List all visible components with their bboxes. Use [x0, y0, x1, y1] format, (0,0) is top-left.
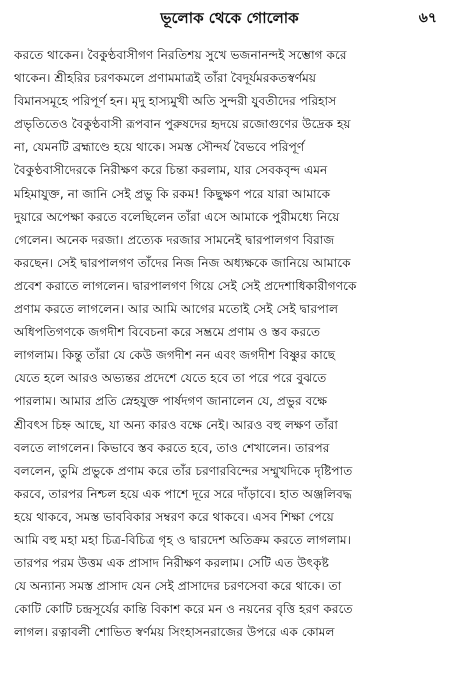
text-line: না, যেমনটি ব্রহ্মাণ্ডে হয়ে থাকে। সমস্ত সৌন্দর্য বৈভবে পরিপূর্ণ — [14, 140, 305, 155]
text-line: যেতে হলে আরও অভ্যন্তর প্রদেশে যেতে হবে তা পরে পরে বুঝতে — [14, 371, 327, 386]
text-line: দুয়ারে অপেক্ষা করতে বলেছিলেন তাঁরা এসে আমাকে পুরীমধ্যে নিয়ে — [14, 209, 340, 224]
text-line: অধিপতিগণকে জগদীশ বিবেচনা করে সম্ভ্রমে প্রণাম ও স্তব করতে — [14, 325, 321, 340]
text-line: পারলাম। আমার প্রতি স্নেহযুক্ত পার্ষদগণ জানালেন যে, প্রভুর বক্ষে — [14, 394, 328, 409]
text-line: বৈকুণ্ঠবাসীদেরকে নিরীক্ষণ করে চিন্তা করলাম, যার সেবকবৃন্দ এমন — [14, 163, 328, 178]
text-line: বললেন, তুমি প্রভুকে প্রণাম করে তাঁর চরণারবিন্দের সম্মুখদিকে দৃষ্টিপাত — [14, 463, 353, 478]
text-line: যে অন্যান্য সমস্ত প্রাসাদ যেন সেই প্রাসাদের চরণসেবা করে থাকে। তা — [14, 579, 342, 594]
text-line: শ্রীবৎস চিহ্ন আছে, যা অন্য কারও বক্ষে নেই। আরও বহু লক্ষণ তাঁরা — [14, 417, 338, 432]
text-line: গেলেন। অনেক দরজা। প্রত্যেক দরজার সামনেই দ্বারপালগণ বিরাজ — [14, 232, 335, 247]
body-text — [14, 44, 446, 644]
running-header — [0, 6, 459, 30]
text-line: প্রণাম করতে লাগলেন। আর আমি আগের মতোই সেই সেই দ্বারপাল — [14, 302, 339, 317]
text-line: প্রভৃতিতেও বৈকুণ্ঠবাসী রূপবান পুরুষদের হৃদয়ে রজোগুণের উদ্রেক হয় — [14, 117, 351, 132]
text-line: বিমানসমূহে পরিপূর্ণ হন। মৃদু হাস্যমুখী অতি সুন্দরী যুবতীদের পরিহাস — [14, 94, 337, 109]
text-line: থাকেন। শ্রীহরির চরণকমলে প্রণামমাত্রই তাঁরা বৈদূর্যমরকতস্বর্ণময় — [14, 71, 317, 86]
text-line: তারপর পরম উত্তম এক প্রাসাদ নিরীক্ষণ করলাম। সেটি এত উৎকৃষ্ট — [14, 556, 329, 571]
text-line: আমি বহু মহা মহা চিত্র-বিচিত্র গৃহ ও দ্বারদেশ অতিক্রম করতে লাগলাম। — [14, 532, 351, 547]
text-line: মহিমাযুক্ত, না জানি সেই প্রভু কি রকম! কিছুক্ষণ পরে যারা আমাকে — [14, 186, 331, 201]
text-line: করছেন। সেই দ্বারপালগণ তাঁদের নিজ নিজ অধ্যক্ষকে জানিয়ে আমাকে — [14, 255, 351, 270]
page-number: ৬৭ — [418, 10, 437, 26]
running-title: ভূলোক থেকে গোলোক — [160, 9, 299, 27]
text-line: লাগলাম। কিন্তু তাঁরা যে কেউ জগদীশ নন এবং জগদীশ বিষ্ণুর কাছে — [14, 348, 336, 363]
text-line: হয়ে থাকবে, সমস্ত ভাববিকার সম্বরণ করে থাকবে। এসব শিক্ষা পেয়ে — [14, 509, 334, 524]
text-line: লাগল। রত্নাবলী শোভিত স্বর্ণময় সিংহাসনরাজের উপরে এক কোমল — [14, 625, 335, 640]
text-line: করতে থাকেন। বৈকুণ্ঠবাসীগণ নিরতিশয় সুখে ভজনানন্দই সম্ভোগ করে — [14, 48, 347, 62]
text-line: বলতে লাগলেন। কিভাবে স্তব করতে হবে, তাও শেখালেন। তারপর — [14, 440, 330, 455]
text-line: কোটি কোটি চন্দ্রসূর্যের কান্তি বিকাশ করে মন ও নয়নের বৃত্তি হরণ করতে — [14, 602, 353, 617]
text-line: প্রবেশ করাতে লাগলেন। দ্বারপালগণ গিয়ে সেই সেই প্রদেশাধিকারীগণকে — [14, 278, 357, 293]
text-line: করবে, তারপর নিশ্চল হয়ে এক পাশে দূরে সরে দাঁড়াবে। হাত অঞ্জলিবদ্ধ — [14, 486, 352, 501]
